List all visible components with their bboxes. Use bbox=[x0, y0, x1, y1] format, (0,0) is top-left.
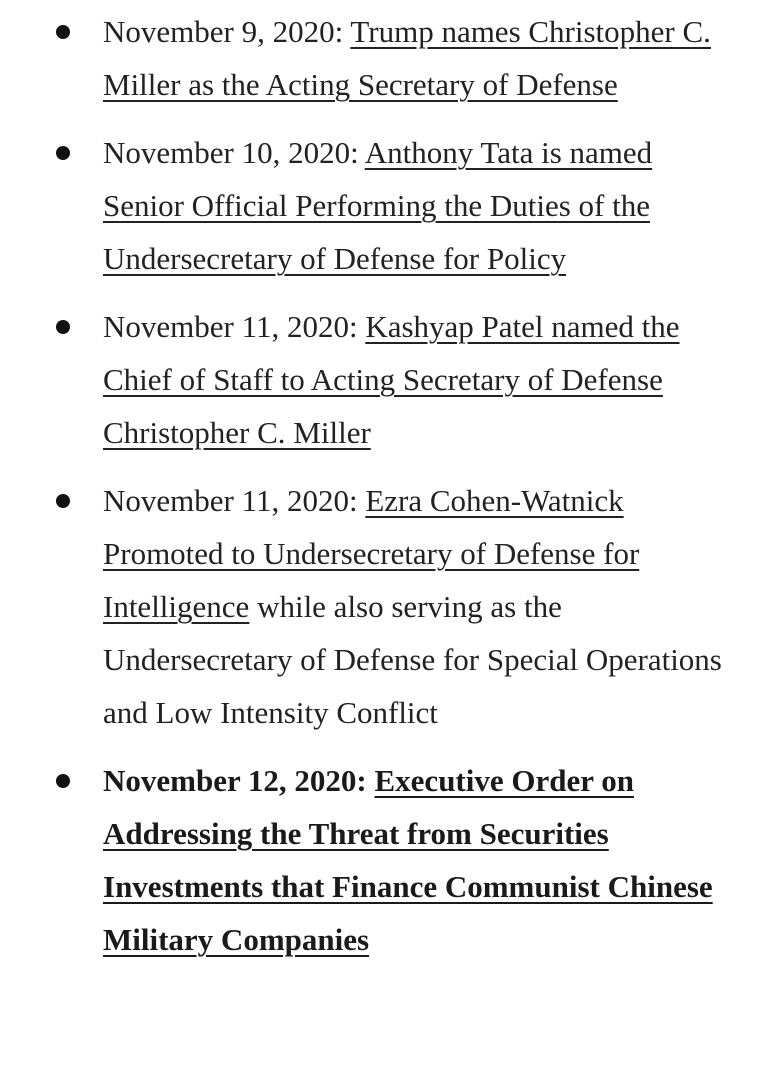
timeline-entry bbox=[0, 474, 765, 739]
entry-date: November 11, 2020: bbox=[103, 483, 366, 518]
timeline-entry bbox=[0, 754, 765, 966]
entry-date: November 9, 2020: bbox=[103, 14, 351, 49]
timeline-entry bbox=[0, 300, 765, 459]
timeline-entry bbox=[0, 5, 765, 111]
entry-link[interactable]: Kashyap Patel named the Chief of Staff to Acting Secretary of Defense Christopher C. Miller bbox=[103, 309, 680, 450]
entry-date: November 11, 2020: bbox=[103, 309, 366, 344]
bullet-icon bbox=[56, 146, 70, 160]
timeline-list bbox=[0, 5, 765, 966]
timeline-entry bbox=[0, 126, 765, 285]
entry-link[interactable]: Ezra Cohen-Watnick Promoted to Undersecretary of Defense for Intelligence bbox=[103, 483, 640, 624]
bullet-icon bbox=[56, 320, 70, 334]
entry-link[interactable]: Anthony Tata is named Senior Official Performing the Duties of the Undersecretary of Defense for Policy bbox=[103, 135, 653, 276]
entry-date: November 12, 2020: bbox=[103, 763, 375, 798]
bullet-icon bbox=[56, 25, 70, 39]
bullet-icon bbox=[56, 774, 70, 788]
entry-link[interactable]: Executive Order on Addressing the Threat from Securities Investments that Finance Communist Chinese Military Companies bbox=[103, 763, 713, 957]
entry-link[interactable]: Trump names Christopher C. Miller as the Acting Secretary of Defense bbox=[103, 14, 711, 102]
entry-date: November 10, 2020: bbox=[103, 135, 365, 170]
bullet-icon bbox=[56, 494, 70, 508]
entry-trailing-text: while also serving as the Undersecretary of Defense for Special Operations and Low Intensity Conflict bbox=[103, 589, 722, 730]
